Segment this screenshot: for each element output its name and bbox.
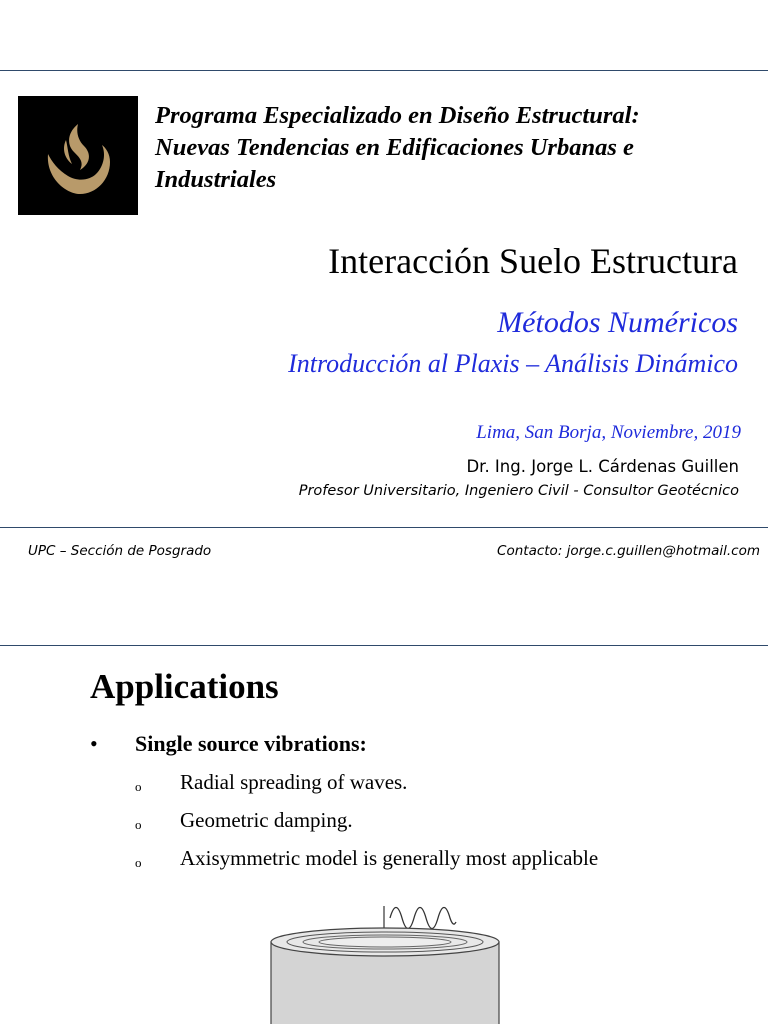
slide2-top-divider <box>0 645 768 646</box>
footer-section: UPC – Sección de Posgrado <box>28 543 212 559</box>
list-item-text: Axisymmetric model is generally most applicable <box>180 846 599 870</box>
flame-logo-icon <box>18 96 138 215</box>
author-role: Profesor Universitario, Ingeniero Civil - Consultor Geotécnico <box>298 483 739 499</box>
program-line-2: Nuevas Tendencias en Edificaciones Urbanas e <box>155 134 634 161</box>
footer-contact: Contacto: jorge.c.guillen@hotmail.com <box>497 543 760 559</box>
list-item-text: Radial spreading of waves. <box>180 770 408 794</box>
program-line-1: Programa Especializado en Diseño Estructural: <box>155 102 640 129</box>
upc-logo <box>18 96 138 215</box>
axisymmetric-figure <box>262 900 508 1024</box>
applications-slide <box>0 600 768 1024</box>
program-line-3: Industriales <box>155 166 277 193</box>
cylinder-with-wave-load-icon <box>262 900 508 1024</box>
list-item <box>0 770 768 800</box>
course-title: Interacción Suelo Estructura <box>328 241 738 281</box>
footer-divider <box>0 527 768 528</box>
sub-bullet-icon: o <box>135 817 142 832</box>
author-name: Dr. Ing. Jorge L. Cárdenas Guillen <box>466 457 739 476</box>
list-item <box>0 808 768 838</box>
bullet-heading: Single source vibrations: <box>135 731 367 756</box>
bullet-icon: • <box>90 731 98 756</box>
list-item-text: Geometric damping. <box>180 808 353 832</box>
topic-subtitle: Introducción al Plaxis – Análisis Dinámico <box>288 349 738 378</box>
place-date: Lima, San Borja, Noviembre, 2019 <box>476 422 741 443</box>
module-subtitle: Métodos Numéricos <box>497 306 738 339</box>
top-divider <box>0 70 768 71</box>
sub-bullet-icon: o <box>135 855 142 870</box>
slide-title: Applications <box>90 667 279 706</box>
program-title <box>155 100 755 196</box>
sub-bullet-icon: o <box>135 779 142 794</box>
list-item <box>0 846 768 876</box>
